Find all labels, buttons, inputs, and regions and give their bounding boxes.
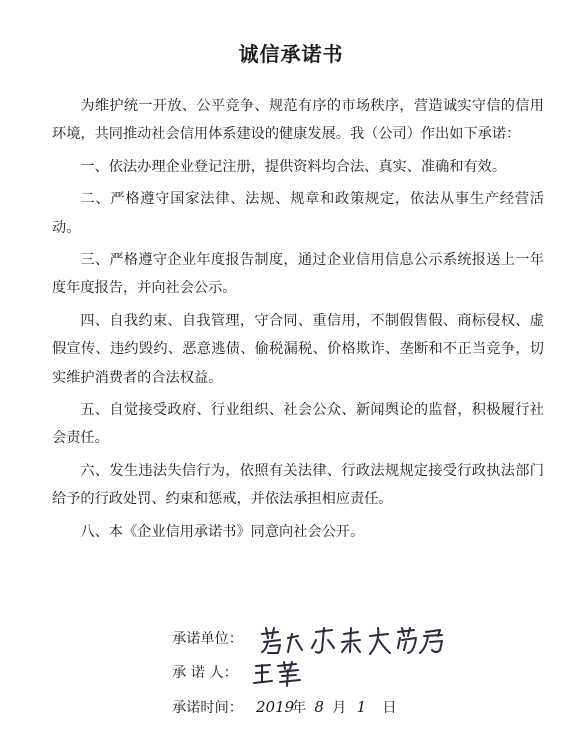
document-body bbox=[52, 92, 544, 550]
paragraph-item-5: 五、自觉接受政府、行业组织、社会公众、新闻舆论的监督，积极履行社会责任。 bbox=[52, 402, 544, 447]
sign-date-label: 承诺时间： bbox=[172, 700, 243, 716]
signature-block bbox=[172, 622, 562, 724]
unit-handwritten-signature bbox=[258, 624, 458, 656]
sign-unit-row bbox=[172, 622, 562, 656]
date-year-handwritten: 2019 bbox=[256, 698, 295, 716]
sign-person-label: 承 诺 人： bbox=[172, 665, 238, 681]
document-title: 诚信承诺书 bbox=[238, 42, 344, 66]
paragraph-item-2: 二、严格遵守国家法律、法规、规章和政策规定，依法从事生产经营活动。 bbox=[52, 191, 544, 236]
date-month-handwritten: 8 bbox=[314, 698, 324, 716]
sign-unit-label: 承诺单位： bbox=[172, 631, 243, 647]
person-handwritten-signature bbox=[252, 660, 312, 688]
paragraph-item-6: 六、发生违法失信行为，依照有关法律、行政法规规定接受行政执法部门给予的行政处罚、约束和惩戒，并依法承担相应责任。 bbox=[52, 462, 544, 508]
date-month-unit: 月 bbox=[332, 700, 347, 716]
paragraph-item-8: 八、本《企业信用承诺书》同意向社会公开。 bbox=[80, 523, 365, 540]
paragraph-item-3: 三、严格遵守企业年度报告制度，通过企业信用信息公示系统报送上一年度年度报告，并向社会公示。 bbox=[52, 252, 544, 297]
paragraph-item-4: 四、自我约束、自我管理，守合同、重信用，不制假售假、商标侵权、虚假宣传、违约毁约、恶意逃债、偷税漏税、价格欺诈、垄断和不正当竞争，切实维护消费者的合法权益。 bbox=[52, 312, 544, 386]
date-day-handwritten: 1 bbox=[356, 698, 367, 716]
paragraph-item-1: 一、依法办理企业登记注册，提供资料均合法、真实、准确和有效。 bbox=[80, 158, 507, 175]
sign-date-row bbox=[172, 690, 562, 724]
date-day-unit: 日 bbox=[382, 700, 397, 716]
paragraph-intro: 为维护统一开放、公平竞争、规范有序的市场秩序，营造诚实守信的信用环境，共同推动社会信用体系建设的健康发展。我（公司）作出如下承诺： bbox=[52, 98, 544, 143]
sign-person-row bbox=[172, 656, 562, 690]
date-year-unit: 年 bbox=[292, 700, 307, 716]
